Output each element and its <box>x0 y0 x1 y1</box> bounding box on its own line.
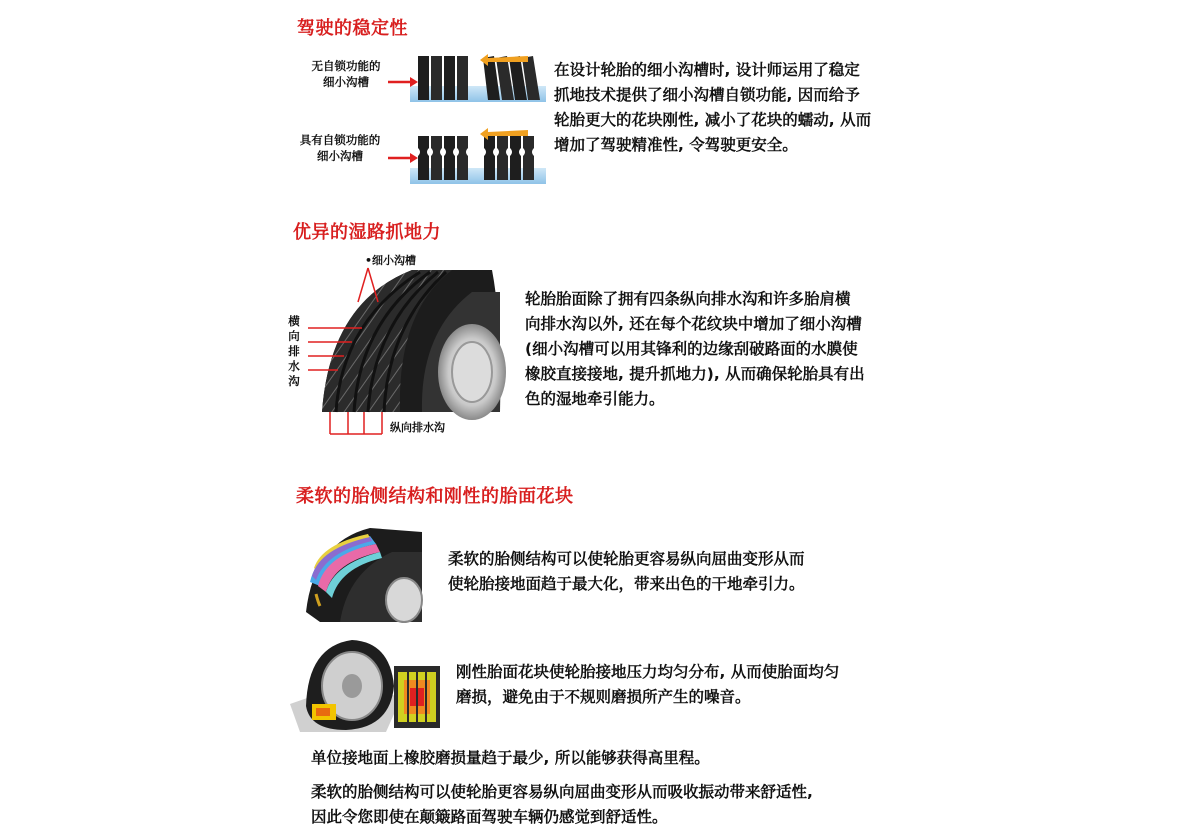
label-sipe: •细小沟槽 <box>365 254 417 267</box>
footprint-pressure-illustration <box>290 636 444 732</box>
label-lateral-groove: 横 向 排 水 沟 <box>288 314 300 388</box>
sipe-illustration <box>388 44 548 192</box>
wet-grip-description: 轮胎胎面除了拥有四条纵向排水沟和许多胎肩横 向排水沟以外, 还在每个花纹块中增加了细小沟槽 (细小沟槽可以用其锋利的边缘刮破路面的水膜使 橡胶直接接地, 提升抓地力), 从而确保轮胎具有出 色的湿地牵引能力。 <box>525 290 865 408</box>
section-title-sidewall: 柔软的胎侧结构和刚性的胎面花块 <box>296 486 574 507</box>
section-title-stability: 驾驶的稳定性 <box>297 18 408 39</box>
tire-cross-section-illustration <box>300 522 424 626</box>
label-longitudinal-groove: 纵向排水沟 <box>390 421 445 434</box>
mileage-statement: 单位接地面上橡胶磨损量趋于最少, 所以能够获得高里程。 <box>311 749 710 767</box>
tire-tread-illustration <box>302 262 506 438</box>
label-with-self-lock: 具有自锁功能的 细小沟槽 <box>299 133 381 163</box>
label-without-self-lock: 无自锁功能的 细小沟槽 <box>311 59 381 89</box>
rigid-block-description: 刚性胎面花块使轮胎接地压力均匀分布, 从而使胎面均匀 磨损，避免由于不规则磨损所产生的噪音。 <box>456 663 840 706</box>
spacer <box>0 0 1 1</box>
wheel-rim <box>386 578 422 622</box>
stability-description: 在设计轮胎的细小沟槽时, 设计师运用了稳定 抓地技术提供了细小沟槽自锁功能, 因而给予 轮胎更大的花块刚性, 减小了花块的蠕动, 从而 增加了驾驶精准性, 令驾驶更安全。 <box>554 61 872 154</box>
comfort-statement: 柔软的胎侧结构可以使轮胎更容易纵向屈曲变形从而吸收振动带来舒适性, 因此令您即使在颠簸路面驾驶车辆仍感觉到舒适性。 <box>311 783 813 826</box>
arrow-head-icon <box>410 153 418 163</box>
section-title-wet-grip: 优异的湿路抓地力 <box>293 222 441 243</box>
tread-block-unlocked-deformed <box>483 56 540 100</box>
arrow-head-icon <box>410 77 418 87</box>
sidewall-description: 柔软的胎侧结构可以使轮胎更容易纵向屈曲变形从而 使轮胎接地面趋于最大化，带来出色的干地牵引力。 <box>448 550 805 593</box>
